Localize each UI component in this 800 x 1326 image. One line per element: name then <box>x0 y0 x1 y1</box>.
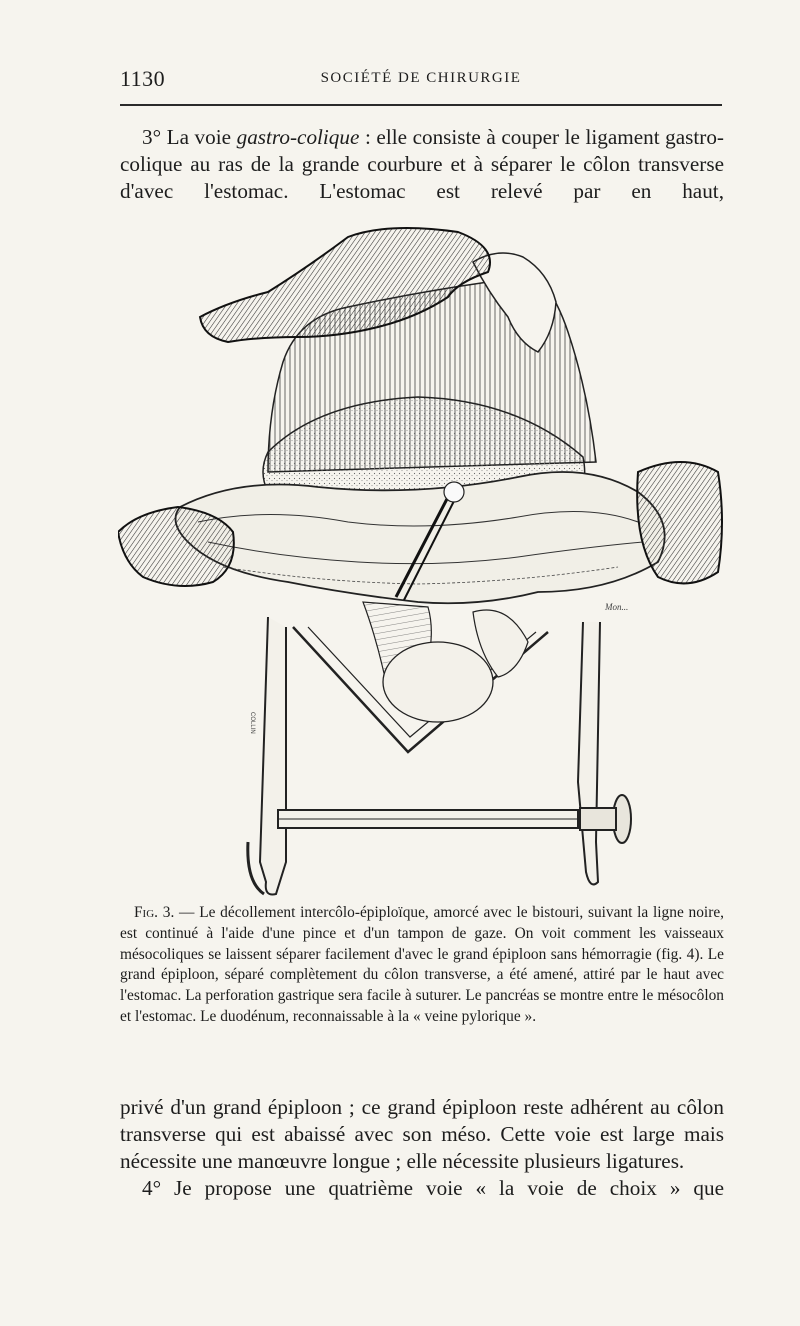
artist-signature: Mon... <box>605 602 629 612</box>
header-rule <box>120 104 722 106</box>
italic-term: gastro-colique <box>236 125 360 149</box>
figure-label: Fig. 3. <box>134 904 175 921</box>
surgical-illustration <box>118 222 726 902</box>
transverse-colon <box>176 472 665 603</box>
top-paragraph <box>120 124 724 205</box>
caption-paragraph <box>120 903 724 1028</box>
figure-caption <box>120 903 724 1028</box>
page-number: 1130 <box>120 66 166 91</box>
running-head: SOCIÉTÉ DE CHIRURGIE <box>320 70 522 86</box>
hand-left <box>118 507 234 586</box>
gauze-swab <box>444 482 464 502</box>
paragraph-lead: 3° La voie <box>142 125 237 149</box>
hand-right <box>637 462 722 583</box>
paragraph-3 <box>120 124 724 205</box>
lower-organs <box>363 602 528 722</box>
instrument-mark: COLLIN <box>249 712 255 734</box>
illustration-drawing <box>118 222 726 902</box>
caption-text: — Le décollement intercôlo-épiploïque, amorcé avec le bistouri, suivant la ligne noire, est continué à l'aide d'une pince et d'un tampon de gaze. On voit comment les vaisseaux mésocoliques se laissent séparer facilement d'avec le grand épiploon sans hémorragie (fig. 4). Le grand épiploon, séparé complètement du côlon transverse, a été amené, attiré par le haut avec l'estomac. La perforation gastrique sera facile à suturer. Le pancréas se montre entre le mésocôlon et l'estomac. Le duodénum, reconnaissable à la « veine pylorique ». <box>120 904 724 1025</box>
paragraph-continued: privé d'un grand épiploon ; ce grand épiploon reste adhérent au côlon transverse qui est abaissé avec son méso. Cette voie est large mais nécessite une manœuvre longue ; elle nécessite plusieurs ligatures. <box>120 1095 724 1173</box>
bottom-text <box>120 1094 724 1202</box>
page-header <box>120 66 722 96</box>
paragraph-body: : elle consiste à couper le ligament gastro-colique au ras de la grande courbure et à séparer le côlon transverse d'avec l'estomac. L'estomac est relevé par en haut, <box>120 125 724 203</box>
paragraph-4: 4° Je propose une quatrième voie « la voie de choix » que <box>142 1176 724 1200</box>
